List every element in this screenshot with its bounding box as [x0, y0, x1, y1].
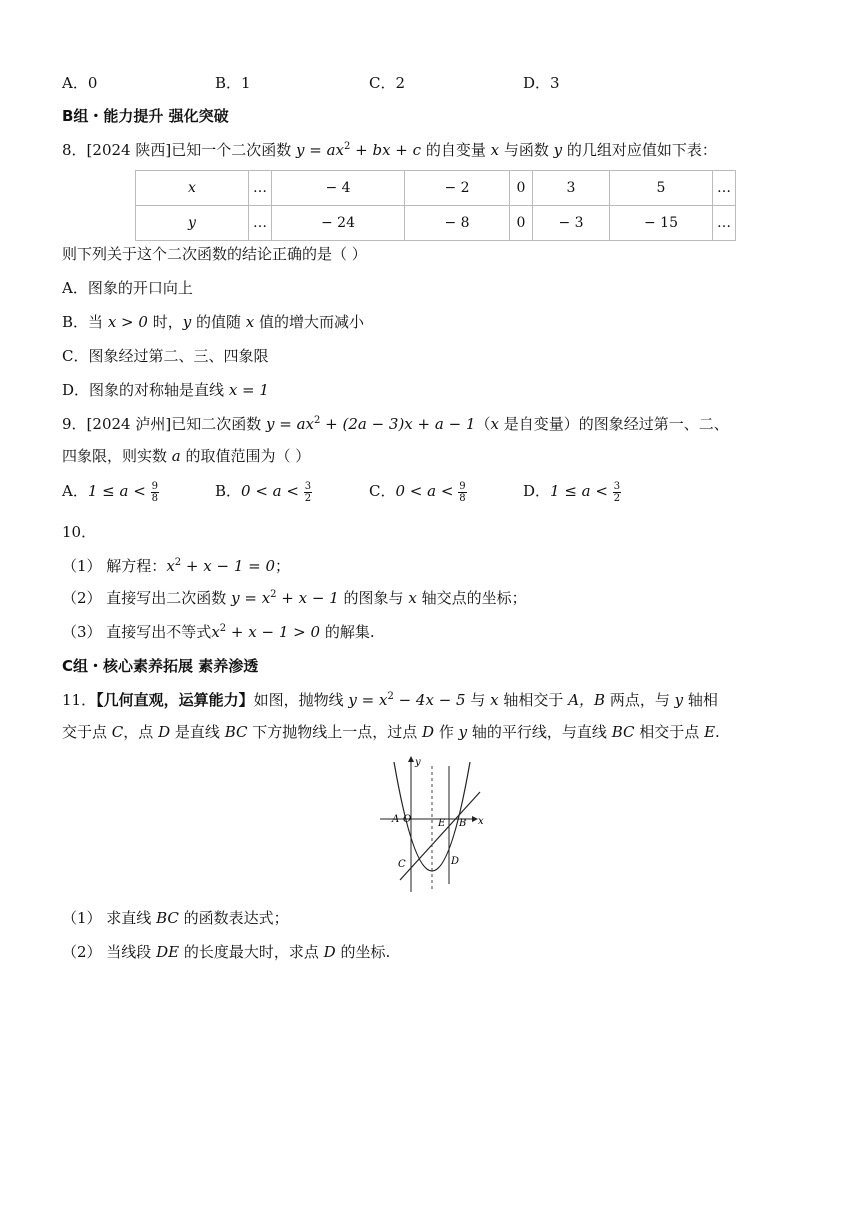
table-cell: x: [136, 171, 249, 206]
label-y: y: [415, 757, 421, 768]
q11-stem-line-2: 交于点 C，点 D 是直线 BC 下方抛物线上一点，过点 D 作 y 轴的平行线，与直线 BC 相交于点 E.: [62, 723, 720, 741]
table-cell: − 8: [405, 206, 510, 241]
table-row-y: [136, 206, 736, 241]
q8-option-d: D．图象的对称轴是直线 x = 1: [62, 381, 269, 399]
table-cell: − 15: [610, 206, 713, 241]
q10-part-1: （1） 解方程：$x^2 + x - 1 = 0$；: [62, 557, 291, 575]
label-o: O: [403, 814, 412, 825]
q9-stem-line-2: 四象限，则实数 a 的取值范围为（ ）: [62, 447, 311, 465]
q9-function: $y = ax^2 + (2a - 3)x + a - 1$: [266, 415, 476, 433]
q8-var-y: y: [553, 141, 563, 159]
q8-function: $y = ax^2$ + bx + c: [296, 141, 422, 159]
q11-part-1: （1） 求直线 BC 的函数表达式；: [62, 909, 289, 927]
table-row-x: [136, 171, 736, 206]
q9-option-d: D．1 ≤ a < $\frac{3}{2}$: [523, 480, 621, 504]
q10-part-3: （3） 直接写出不等式$x^2 + x - 1 > 0$ 的解集.: [62, 623, 375, 641]
q7-option-c: C．2: [369, 74, 406, 92]
q8-text-1: 已知一个二次函数: [171, 141, 292, 159]
q8-source: [2024 陕西]: [86, 141, 172, 159]
label-b: B: [459, 818, 467, 829]
q7-option-d: D．3: [523, 74, 560, 92]
q8-option-a: A．图象的开口向上: [62, 279, 193, 297]
q8-number: 8．: [62, 141, 87, 159]
label-c: C: [398, 859, 406, 870]
label-d: D: [451, 856, 460, 867]
table-cell: …: [249, 171, 272, 206]
q9-option-c: C．0 < a < $\frac{9}{8}$: [369, 480, 466, 504]
q11-parabola-figure: [370, 752, 490, 896]
q7-option-a: A．0: [62, 74, 98, 92]
q8-text-2: 的自变量: [425, 141, 486, 159]
table-cell: y: [136, 206, 249, 241]
q8-stem: [62, 140, 717, 160]
section-b-heading: B组・能力提升 强化突破: [62, 107, 229, 125]
q8-var-x: x: [490, 141, 500, 159]
q8-value-table: [135, 170, 736, 241]
table-cell: − 24: [272, 206, 405, 241]
q9-option-a: A．1 ≤ a < $\frac{9}{8}$: [62, 480, 158, 504]
q8-option-b: B．当 x > 0 时，y 的值随 x 值的增大而减小: [62, 313, 365, 331]
q11-part-2: （2） 当线段 DE 的长度最大时，求点 D 的坐标.: [62, 943, 391, 961]
q8-question: 则下列关于这个二次函数的结论正确的是（ ）: [62, 245, 367, 263]
table-cell: 3: [533, 171, 610, 206]
q11-stem: 11．【几何直观，运算能力】如图，抛物线 $y = x^2 - 4x - 5$ 与 x 轴相交于 A，B 两点，与 y 轴相: [62, 691, 718, 709]
label-a: A: [392, 814, 400, 825]
table-cell: − 2: [405, 171, 510, 206]
q8-text-4: 的几组对应值如下表：: [566, 141, 717, 159]
q8-text-3: 与函数: [503, 141, 549, 159]
q8-option-c: C．图象经过第二、三、四象限: [62, 347, 269, 365]
table-cell: 5: [610, 171, 713, 206]
table-cell: 0: [510, 171, 533, 206]
label-x: x: [478, 816, 484, 827]
section-c-heading: C组・核心素养拓展 素养渗透: [62, 657, 259, 675]
table-cell: …: [249, 206, 272, 241]
q10-number: 10．: [62, 523, 97, 541]
table-cell: …: [713, 171, 736, 206]
label-e: E: [438, 818, 446, 829]
table-cell: − 4: [272, 171, 405, 206]
table-cell: …: [713, 206, 736, 241]
table-cell: 0: [510, 206, 533, 241]
q9-option-b: B．0 < a < $\frac{3}{2}$: [215, 480, 312, 504]
table-cell: − 3: [533, 206, 610, 241]
q11-tag: 【几何直观，运算能力】: [96, 691, 254, 709]
y-axis-arrow-icon: [408, 756, 414, 762]
q7-option-b: B．1: [215, 74, 251, 92]
q10-part-2: （2） 直接写出二次函数 $y = x^2 + x - 1$ 的图象与 x 轴交点的坐标；: [62, 589, 527, 607]
q9-stem: 9．[2024 泸州]已知二次函数 $y = ax^2 + (2a - 3)x + a - 1(x$ 是自变量）的图象经过第一、二、: [62, 415, 729, 433]
